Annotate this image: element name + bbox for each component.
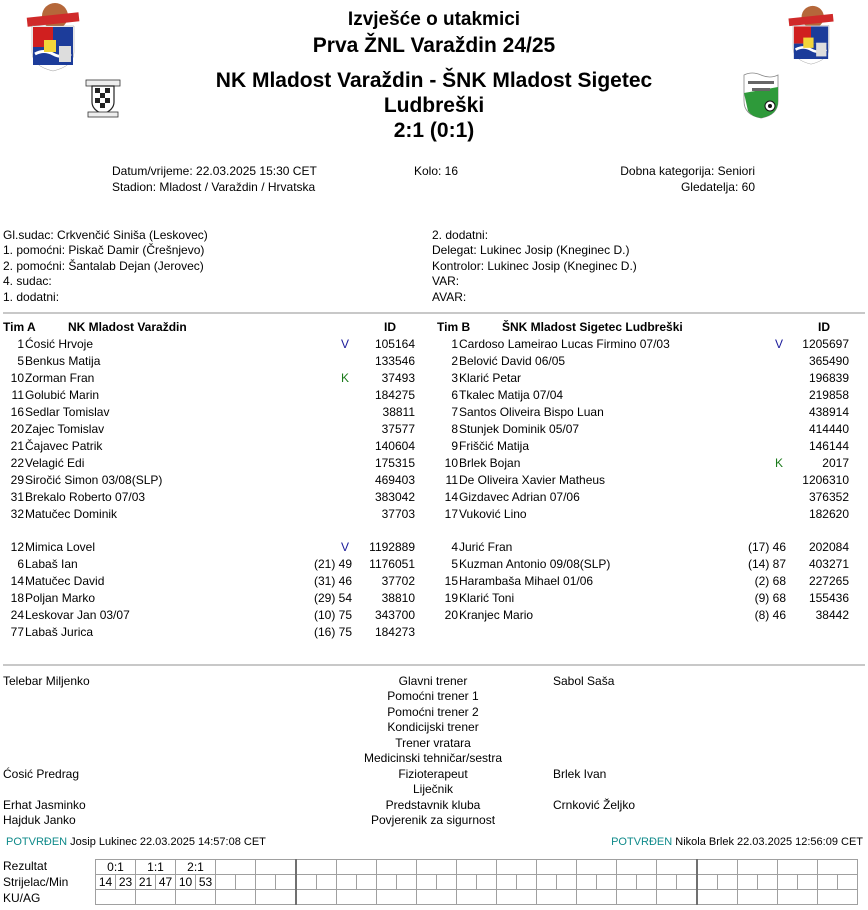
result-cell: 0:1 [96, 860, 136, 875]
scorer-number-cell [778, 875, 798, 890]
player-row [434, 370, 864, 387]
result-cell [497, 860, 537, 875]
player-name: De Oliveira Xavier Matheus [459, 473, 606, 487]
official-assistant-2: 2. pomoćni: Šantalab Dejan (Jerovec) [3, 259, 204, 273]
player-row [0, 489, 430, 506]
player-id: 182620 [808, 507, 849, 521]
result-cell [537, 860, 577, 875]
team-b-name: ŠNK Mladost Sigetec Ludbreški [502, 320, 683, 334]
player-number: 17 [444, 507, 458, 521]
team-b-confirmation [611, 836, 863, 848]
player-row [0, 590, 430, 607]
player-row [434, 472, 864, 489]
result-cell [337, 860, 377, 875]
player-row [434, 556, 864, 573]
player-row [434, 506, 864, 523]
goal-minute-cell [557, 875, 577, 890]
ku-ag-cell [577, 890, 617, 905]
player-id: 184275 [374, 388, 415, 402]
goal-minute-cell: 47 [156, 875, 176, 890]
player-number: 31 [10, 490, 24, 504]
player-id: 155436 [808, 591, 849, 605]
player-number: 11 [445, 473, 458, 487]
player-row [0, 472, 430, 489]
substitution-info: (10) 75 [313, 608, 352, 622]
player-number: 2 [451, 354, 458, 368]
player-id: 1206310 [802, 473, 849, 487]
player-number: 24 [10, 608, 24, 622]
official-main-referee: Gl.sudac: Crkvenčić Siniša (Leskovec) [3, 228, 208, 242]
player-name: Matučec Dominik [25, 507, 118, 521]
team-a-staff-name: Ćosić Predrag [3, 767, 80, 781]
player-row [0, 404, 430, 421]
confirmed-status: POTVRĐEN [6, 836, 68, 848]
player-id: 376352 [808, 490, 849, 504]
goal-minute-cell [597, 875, 617, 890]
scorer-number-cell [537, 875, 557, 890]
goalkeeper-badge: V [340, 337, 349, 351]
scorer-number-cell: 14 [96, 875, 116, 890]
player-name: Matučec David [25, 574, 105, 588]
player-number: 77 [10, 625, 24, 639]
grid-label-scorer: Strijelac/Min [3, 875, 69, 889]
goal-minute-cell [357, 875, 377, 890]
player-row [434, 438, 864, 455]
player-row [434, 387, 864, 404]
grid-row [96, 875, 858, 890]
staff-role-label: Fizioterapeut [398, 767, 468, 781]
official-fourth: 4. sudac: [3, 274, 52, 288]
player-number: 3 [451, 371, 458, 385]
staff-role-label: Medicinski tehničar/sestra [363, 751, 503, 765]
player-row [434, 353, 864, 370]
goalkeeper-badge: V [340, 540, 349, 554]
player-id: 38810 [381, 591, 415, 605]
player-row [434, 539, 864, 556]
player-row [0, 455, 430, 472]
team-b-staff-name: Brlek Ivan [553, 767, 607, 781]
team-a-id-header: ID [384, 320, 396, 334]
player-name: Kuzman Antonio 09/08(SLP) [459, 557, 611, 571]
goal-minute-cell [838, 875, 858, 890]
player-number: 10 [10, 371, 24, 385]
result-cell: 2:1 [176, 860, 216, 875]
ku-ag-cell [657, 890, 698, 905]
player-row [0, 539, 430, 556]
player-name: Gizdavec Adrian 07/06 [459, 490, 580, 504]
player-row [434, 489, 864, 506]
player-row [434, 404, 864, 421]
player-id: 38811 [382, 405, 415, 419]
team-a-confirmation [6, 836, 266, 848]
player-name: Brlek Bojan [459, 456, 521, 470]
team-b-staff-name: Sabol Saša [553, 674, 615, 688]
player-id: 2017 [822, 456, 849, 470]
substitution-info: (2) 68 [754, 574, 786, 588]
confirmed-by: Josip Lukinec 22.03.2025 14:57:08 CET [67, 836, 266, 848]
player-name: Friščić Matija [459, 439, 530, 453]
player-number: 18 [10, 591, 24, 605]
player-number: 6 [17, 557, 24, 571]
staff-role-label: Liječnik [412, 782, 454, 796]
player-name: Belović David 06/05 [459, 354, 566, 368]
grid-row [96, 860, 858, 875]
staff-role-label: Kondicijski trener [387, 720, 479, 734]
player-name: Zajec Tomislav [25, 422, 105, 436]
player-name: Poljan Marko [25, 591, 96, 605]
player-name: Cardoso Lameirao Lucas Firmino 07/03 [459, 337, 670, 351]
player-id: 227265 [808, 574, 849, 588]
scorer-number-cell [457, 875, 477, 890]
player-name: Harambaša Mihael 01/06 [459, 574, 594, 588]
goal-minute-cell [677, 875, 698, 890]
player-number: 9 [451, 439, 458, 453]
player-id: 140604 [374, 439, 415, 453]
player-name: Stunjek Dominik 05/07 [459, 422, 580, 436]
divider [3, 312, 865, 314]
scorer-number-cell [497, 875, 517, 890]
goal-minute-cell: 53 [196, 875, 216, 890]
player-name: Čajavec Patrik [25, 439, 103, 453]
official-var: VAR: [432, 274, 460, 288]
team-a-staff-name: Hajduk Janko [3, 813, 76, 827]
competition-title: Prva ŽNL Varaždin 24/25 [312, 34, 556, 57]
player-row [0, 573, 430, 590]
player-row [0, 607, 430, 624]
spectators: Gledatelja: 60 [680, 180, 755, 194]
substitution-info: (9) 68 [754, 591, 786, 605]
final-score: 2:1 (0:1) [393, 119, 475, 142]
result-cell [657, 860, 698, 875]
staff-role-label: Pomoćni trener 1 [387, 689, 479, 703]
report-title: Izvješće o utakmici [347, 9, 521, 30]
scorer-number-cell [256, 875, 276, 890]
player-id: 37703 [381, 507, 415, 521]
scorer-number-cell [216, 875, 236, 890]
player-row [0, 370, 430, 387]
player-id: 219858 [808, 388, 849, 402]
player-number: 5 [451, 557, 458, 571]
result-cell [216, 860, 256, 875]
player-number: 6 [451, 388, 458, 402]
player-name: Benkus Matija [25, 354, 101, 368]
goal-minute-cell [637, 875, 657, 890]
match-teams [200, 68, 668, 118]
scorer-number-cell: 21 [136, 875, 156, 890]
player-name: Golubić Marin [25, 388, 100, 402]
player-id: 343700 [374, 608, 415, 622]
home-club-crest-logo [84, 76, 122, 118]
result-cell [697, 860, 738, 875]
player-id: 175315 [374, 456, 415, 470]
away-team-name: ŠNK Mladost Sigetec Ludbreški [383, 69, 653, 117]
player-number: 1 [451, 337, 458, 351]
player-number: 19 [444, 591, 458, 605]
player-number: 7 [451, 405, 458, 419]
player-id: 1205697 [802, 337, 849, 351]
grid-row [96, 890, 858, 905]
player-number: 5 [17, 354, 24, 368]
substitution-info: (14) 87 [747, 557, 786, 571]
player-number: 14 [444, 490, 458, 504]
player-name: Sedlar Tomislav [25, 405, 110, 419]
ku-ag-cell [697, 890, 738, 905]
match-datetime: Datum/vrijeme: 22.03.2025 15:30 CET [112, 164, 317, 178]
player-id: 202084 [808, 540, 849, 554]
goal-minute-cell [317, 875, 337, 890]
player-number: 15 [444, 574, 458, 588]
scorer-number-cell [738, 875, 758, 890]
player-number: 20 [444, 608, 458, 622]
player-name: Zorman Fran [25, 371, 95, 385]
scorer-number-cell: 10 [176, 875, 196, 890]
player-number: 22 [10, 456, 24, 470]
ku-ag-cell [136, 890, 176, 905]
ku-ag-cell [296, 890, 337, 905]
player-name: Brekalo Roberto 07/03 [25, 490, 146, 504]
confirmed-status: POTVRĐEN [611, 836, 673, 848]
goal-minute-cell [798, 875, 818, 890]
captain-badge: K [774, 456, 783, 470]
goal-minute-cell [477, 875, 497, 890]
goal-minute-cell [276, 875, 297, 890]
staff-role-label: Pomoćni trener 2 [387, 705, 479, 719]
result-cell [457, 860, 497, 875]
player-id: 37577 [381, 422, 415, 436]
official-delegate: Delegat: Lukinec Josip (Kneginec D.) [432, 243, 630, 257]
result-cell [417, 860, 457, 875]
ku-ag-cell [497, 890, 537, 905]
player-number: 12 [10, 540, 24, 554]
confirmed-by: Nikola Brlek 22.03.2025 12:56:09 CET [672, 836, 863, 848]
substitution-info: (29) 54 [313, 591, 352, 605]
player-row [434, 590, 864, 607]
player-id: 37702 [381, 574, 415, 588]
player-row [0, 624, 430, 641]
player-row [434, 455, 864, 472]
player-id: 38442 [815, 608, 849, 622]
player-row [434, 336, 864, 353]
scorer-number-cell [577, 875, 597, 890]
player-id: 1176051 [369, 557, 415, 571]
scorer-number-cell [617, 875, 637, 890]
player-id: 196839 [808, 371, 849, 385]
match-stadium: Stadion: Mladost / Varaždin / Hrvatska [112, 180, 316, 194]
scorer-number-cell [697, 875, 718, 890]
result-cell [256, 860, 297, 875]
team-b-label: Tim B [437, 320, 471, 334]
player-number: 32 [10, 507, 24, 521]
result-cell: 1:1 [136, 860, 176, 875]
player-number: 16 [10, 405, 24, 419]
player-name: Velagić Edi [25, 456, 85, 470]
official-avar: AVAR: [432, 290, 467, 304]
player-number: 1 [17, 337, 24, 351]
staff-role-label: Glavni trener [398, 674, 468, 688]
grid-label-ku-ag: KU/AG [3, 891, 41, 905]
goal-minute-cell [236, 875, 256, 890]
captain-badge: K [340, 371, 349, 385]
result-cell [296, 860, 337, 875]
player-id: 37493 [381, 371, 415, 385]
ku-ag-cell [176, 890, 216, 905]
player-name: Kranjec Mario [459, 608, 534, 622]
result-cell [577, 860, 617, 875]
divider [3, 664, 865, 666]
team-a-label: Tim A [3, 320, 36, 334]
player-row [434, 607, 864, 624]
player-row [434, 421, 864, 438]
scorer-number-cell [296, 875, 317, 890]
ku-ag-cell [778, 890, 818, 905]
age-category: Dobna kategorija: Seniori [620, 164, 755, 178]
player-name: Tkalec Matija 07/04 [459, 388, 564, 402]
scorer-number-cell [377, 875, 397, 890]
player-name: Leskovar Jan 03/07 [25, 608, 130, 622]
player-name: Ćosić Hrvoje [25, 337, 94, 351]
ku-ag-cell [377, 890, 417, 905]
ku-ag-cell [216, 890, 256, 905]
scoring-grid [95, 859, 858, 905]
player-id: 414440 [808, 422, 849, 436]
team-a-staff-name: Telebar Miljenko [3, 674, 90, 688]
home-team-name: NK Mladost Varaždin [215, 69, 424, 92]
player-id: 438914 [808, 405, 849, 419]
player-number: 10 [444, 456, 458, 470]
staff-role-label: Predstavnik kluba [385, 798, 481, 812]
scorer-number-cell [337, 875, 357, 890]
away-club-crest-logo [742, 71, 780, 119]
player-number: 20 [10, 422, 24, 436]
substitution-info: (31) 46 [313, 574, 352, 588]
ku-ag-cell [417, 890, 457, 905]
team-b-staff-name: Crnković Željko [553, 798, 636, 812]
team-a-staff-name: Erhat Jasminko [3, 798, 86, 812]
player-row [0, 506, 430, 523]
player-name: Labaš Jurica [25, 625, 94, 639]
player-name: Jurić Fran [459, 540, 513, 554]
player-id: 184273 [374, 625, 415, 639]
ku-ag-cell [617, 890, 657, 905]
ku-ag-cell [457, 890, 497, 905]
official-additional-2: 2. dodatni: [432, 228, 489, 242]
player-row [0, 438, 430, 455]
ku-ag-cell [818, 890, 858, 905]
player-id: 105164 [374, 337, 415, 351]
player-id: 403271 [808, 557, 849, 571]
official-assistant-1: 1. pomoćni: Piskač Damir (Črešnjevo) [3, 243, 205, 257]
player-row [0, 387, 430, 404]
result-cell [377, 860, 417, 875]
match-round: Kolo: 16 [414, 164, 459, 178]
ku-ag-cell [96, 890, 136, 905]
team-b-id-header: ID [818, 320, 830, 334]
player-name: Klarić Petar [459, 371, 522, 385]
player-number: 14 [10, 574, 24, 588]
scorer-number-cell [818, 875, 838, 890]
ku-ag-cell [256, 890, 297, 905]
ku-ag-cell [738, 890, 778, 905]
goal-minute-cell [397, 875, 417, 890]
substitution-info: (8) 46 [754, 608, 786, 622]
ku-ag-cell [537, 890, 577, 905]
goal-minute-cell: 23 [116, 875, 136, 890]
player-id: 365490 [808, 354, 849, 368]
substitution-info: (16) 75 [313, 625, 352, 639]
team-a-name: NK Mladost Varaždin [68, 320, 187, 334]
official-controller: Kontrolor: Lukinec Josip (Kneginec D.) [432, 259, 637, 273]
player-name: Mimica Lovel [25, 540, 96, 554]
player-id: 469403 [374, 473, 415, 487]
result-cell [738, 860, 778, 875]
player-row [0, 421, 430, 438]
player-number: 8 [451, 422, 458, 436]
player-name: Siročić Simon 03/08(SLP) [25, 473, 163, 487]
goalkeeper-badge: V [774, 337, 783, 351]
player-id: 133546 [374, 354, 415, 368]
player-id: 146144 [808, 439, 849, 453]
scorer-number-cell [657, 875, 677, 890]
player-number: 11 [11, 388, 24, 402]
player-row [0, 353, 430, 370]
player-name: Labaš Ian [25, 557, 78, 571]
player-number: 21 [10, 439, 24, 453]
grid-label-result: Rezultat [3, 859, 48, 873]
official-additional-1: 1. dodatni: [3, 290, 60, 304]
substitution-info: (17) 46 [747, 540, 786, 554]
team-separator: - [423, 69, 443, 92]
result-cell [818, 860, 858, 875]
player-number: 4 [451, 540, 458, 554]
player-name: Vuković Lino [459, 507, 527, 521]
goal-minute-cell [718, 875, 738, 890]
goal-minute-cell [758, 875, 778, 890]
staff-role-label: Trener vratara [395, 736, 471, 750]
player-row [0, 556, 430, 573]
ku-ag-cell [337, 890, 377, 905]
substitution-info: (21) 49 [313, 557, 352, 571]
player-number: 29 [10, 473, 24, 487]
player-row [434, 573, 864, 590]
player-name: Klarić Toni [459, 591, 515, 605]
player-row [0, 336, 430, 353]
staff-role-label: Povjerenik za sigurnost [370, 813, 496, 827]
goal-minute-cell [437, 875, 457, 890]
scorer-number-cell [417, 875, 437, 890]
result-cell [778, 860, 818, 875]
player-id: 1192889 [369, 540, 415, 554]
goal-minute-cell [517, 875, 537, 890]
result-cell [617, 860, 657, 875]
player-name: Santos Oliveira Bispo Luan [459, 405, 604, 419]
player-id: 383042 [374, 490, 415, 504]
